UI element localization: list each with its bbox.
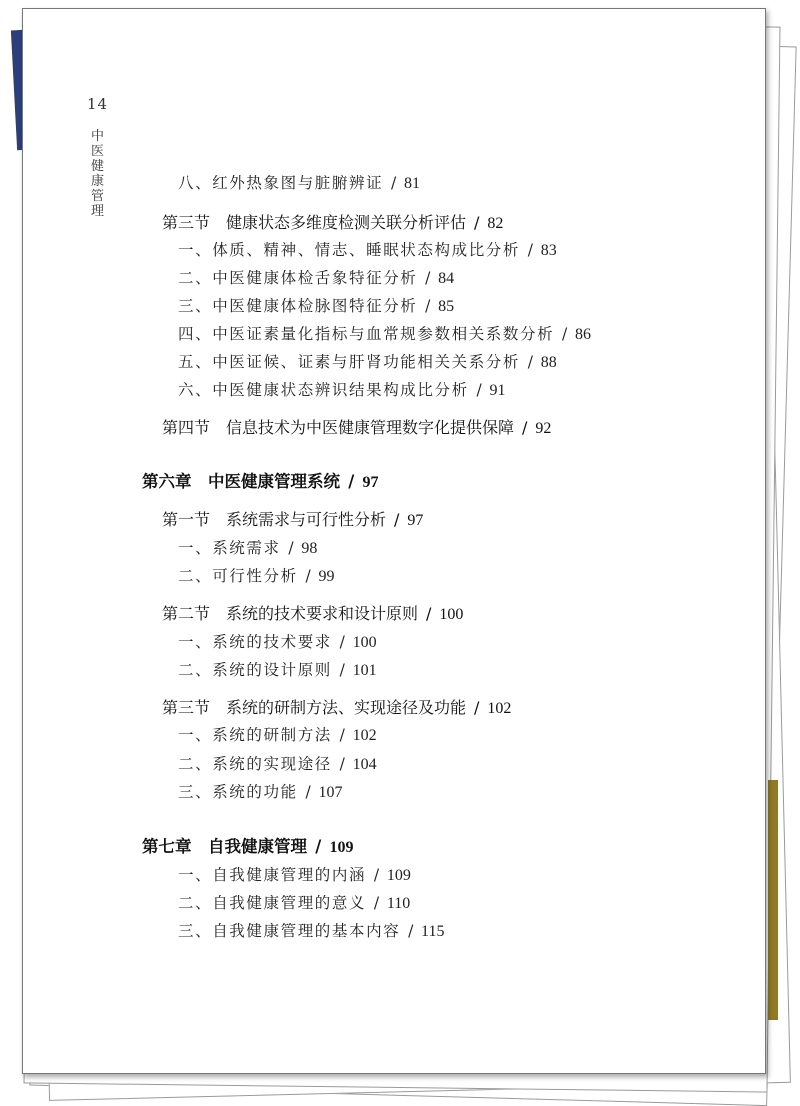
toc-entry-title: 三、系统的功能: [178, 783, 298, 801]
toc-entry-page-number: 86: [574, 326, 591, 343]
toc-entry-page-number: 109: [386, 867, 411, 884]
toc-entry-title: 一、体质、精神、情志、睡眠状态构成比分析: [178, 241, 521, 259]
toc-separator: /: [418, 604, 440, 623]
toc-entry-page-number: 97: [362, 474, 379, 491]
toc-separator: /: [331, 726, 353, 744]
toc-section-entry: [162, 415, 551, 438]
toc-entry-page-number: 102: [487, 700, 512, 717]
toc-item-entry: [178, 322, 591, 344]
toc-entry-title: 三、中医健康体检脉图特征分析: [178, 297, 418, 315]
toc-item-entry: [178, 891, 410, 913]
toc-separator: /: [383, 174, 404, 192]
toc-entry-title: 五、中医证候、证素与肝肾功能相关关系分析: [178, 353, 521, 371]
toc-item-entry: [178, 630, 377, 652]
toc-entry-title: 六、中医健康状态辨识结果构成比分析: [178, 381, 469, 399]
toc-separator: /: [307, 837, 330, 856]
page-number: 14: [87, 95, 109, 113]
toc-item-entry: [178, 378, 505, 400]
toc-entry-page-number: 110: [386, 895, 411, 912]
toc-entry-page-number: 101: [352, 662, 377, 679]
toc-entry-page-number: 99: [318, 568, 335, 585]
toc-entry-title: 一、系统的技术要求: [178, 633, 332, 651]
toc-entry-title: 二、自我健康管理的意义: [178, 894, 367, 912]
toc-entry-title: 一、系统需求: [178, 539, 281, 557]
toc-entry-title: 一、系统的研制方法: [178, 726, 332, 744]
running-head: 中医健康管理: [91, 129, 105, 219]
toc-section-entry: [162, 601, 463, 624]
toc-entry-page-number: 92: [535, 420, 552, 437]
toc-separator: /: [331, 661, 353, 679]
toc-item-entry: [178, 266, 454, 288]
toc-separator: /: [366, 866, 387, 884]
toc-entry-page-number: 107: [318, 784, 343, 801]
toc-entry-page-number: 100: [439, 606, 464, 623]
toc-entry-title: 二、系统的设计原则: [178, 661, 332, 679]
toc-entry-page-number: 102: [352, 727, 377, 744]
toc-separator: /: [514, 418, 536, 437]
toc-section-entry: [162, 507, 423, 530]
toc-item-entry: [178, 536, 317, 558]
toc-entry-page-number: 109: [329, 839, 354, 856]
toc-item-entry: [178, 564, 334, 586]
toc-item-entry: [178, 658, 377, 680]
toc-entry-page-number: 85: [438, 298, 455, 315]
toc-item-entry: [178, 723, 377, 745]
toc-item-entry: [178, 238, 557, 260]
toc-entry-title: 第七章 自我健康管理: [142, 837, 307, 856]
toc-separator: /: [520, 241, 541, 259]
toc-separator: /: [417, 297, 439, 315]
toc-entry-title: 一、自我健康管理的内涵: [178, 866, 367, 884]
toc-separator: /: [297, 567, 319, 585]
toc-separator: /: [520, 353, 541, 371]
toc-item-entry: [178, 863, 411, 885]
toc-entry-title: 二、可行性分析: [178, 567, 298, 585]
toc-item-entry: [178, 780, 342, 802]
toc-separator: /: [466, 698, 488, 717]
toc-section-entry: [162, 210, 503, 233]
cover-edge-gold: [768, 780, 778, 1020]
toc-chapter-entry: [142, 833, 354, 857]
toc-chapter-entry: [142, 468, 379, 492]
toc-separator: /: [331, 633, 353, 651]
toc-entry-page-number: 82: [487, 215, 504, 232]
toc-entry-title: 二、中医健康体检舌象特征分析: [178, 269, 418, 287]
toc-entry-title: 二、系统的实现途径: [178, 755, 332, 773]
toc-entry-page-number: 97: [407, 512, 424, 529]
toc-separator: /: [331, 755, 353, 773]
toc-section-entry: [162, 695, 511, 718]
toc-separator: /: [386, 510, 408, 529]
toc-separator: /: [400, 922, 422, 940]
toc-entry-title: 八、红外热象图与脏腑辨证: [178, 174, 384, 192]
toc-separator: /: [466, 213, 488, 232]
toc-entry-page-number: 84: [438, 270, 455, 287]
toc-entry-title: 第一节 系统需求与可行性分析: [162, 510, 387, 529]
toc-separator: /: [297, 783, 319, 801]
toc-entry-page-number: 104: [352, 756, 377, 773]
toc-separator: /: [417, 269, 439, 287]
toc-separator: /: [280, 539, 302, 557]
document-page: [22, 8, 766, 1074]
toc-entry-page-number: 91: [489, 382, 506, 399]
table-of-contents: [23, 9, 765, 1073]
toc-entry-page-number: 98: [301, 540, 318, 557]
toc-item-entry: [178, 919, 444, 941]
toc-item-entry: [178, 752, 377, 774]
toc-entry-title: 第三节 健康状态多维度检测关联分析评估: [162, 213, 467, 232]
toc-entry-page-number: 81: [403, 175, 420, 192]
toc-entry-title: 第六章 中医健康管理系统: [142, 472, 340, 491]
toc-separator: /: [554, 325, 575, 343]
toc-entry-title: 三、自我健康管理的基本内容: [178, 922, 401, 940]
toc-entry-title: 四、中医证素量化指标与血常规参数相关系数分析: [178, 325, 555, 343]
toc-separator: /: [468, 381, 490, 399]
toc-separator: /: [340, 472, 363, 491]
toc-entry-page-number: 115: [421, 923, 445, 940]
toc-item-entry: [178, 350, 557, 372]
toc-item-entry: [178, 294, 454, 316]
toc-entry-title: 第四节 信息技术为中医健康管理数字化提供保障: [162, 418, 515, 437]
toc-entry-page-number: 88: [540, 354, 557, 371]
toc-entry-page-number: 83: [540, 242, 557, 259]
toc-entry-page-number: 100: [352, 634, 377, 651]
toc-item-entry: [178, 171, 420, 193]
toc-entry-title: 第二节 系统的技术要求和设计原则: [162, 604, 419, 623]
toc-entry-title: 第三节 系统的研制方法、实现途径及功能: [162, 698, 467, 717]
toc-separator: /: [366, 894, 387, 912]
